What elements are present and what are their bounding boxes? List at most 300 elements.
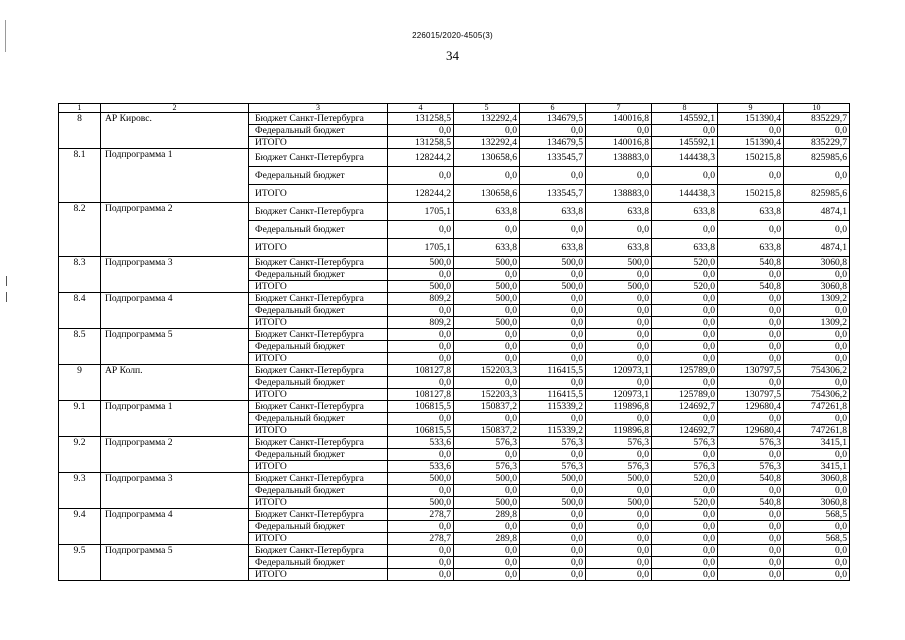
year-value: 576,3 — [454, 437, 520, 449]
year-value: 119896,8 — [586, 425, 652, 437]
year-value: 125789,0 — [652, 389, 718, 401]
column-number: 9 — [718, 104, 784, 113]
year-value: 576,3 — [586, 461, 652, 473]
total-value: 0,0 — [784, 353, 850, 365]
year-value: 0,0 — [454, 377, 520, 389]
year-value: 0,0 — [520, 533, 586, 545]
year-value: 0,0 — [718, 485, 784, 497]
funding-source: Федеральный бюджет — [249, 221, 388, 239]
year-value: 120973,1 — [586, 389, 652, 401]
year-value: 0,0 — [718, 269, 784, 281]
year-value: 0,0 — [388, 305, 454, 317]
funding-source: Федеральный бюджет — [249, 305, 388, 317]
year-value: 0,0 — [454, 167, 520, 185]
year-value: 0,0 — [520, 221, 586, 239]
total-value: 0,0 — [784, 413, 850, 425]
year-value: 0,0 — [454, 449, 520, 461]
year-value: 0,0 — [388, 413, 454, 425]
total-value: 3415,1 — [784, 437, 850, 449]
year-value: 576,3 — [718, 461, 784, 473]
year-value: 0,0 — [520, 449, 586, 461]
total-value: 0,0 — [784, 329, 850, 341]
funding-source: Бюджет Санкт-Петербурга — [249, 365, 388, 377]
year-value: 130797,5 — [718, 389, 784, 401]
year-value: 0,0 — [652, 557, 718, 569]
item-name: Подпрограмма 4 — [101, 509, 249, 545]
year-value: 133545,7 — [520, 185, 586, 203]
item-number: 9.1 — [59, 401, 101, 437]
funding-source: ИТОГО — [249, 185, 388, 203]
table-row — [59, 473, 850, 485]
year-value: 0,0 — [520, 509, 586, 521]
year-value: 152203,3 — [454, 389, 520, 401]
year-value: 0,0 — [520, 353, 586, 365]
year-value: 130658,6 — [454, 149, 520, 167]
year-value: 0,0 — [520, 125, 586, 137]
total-value: 825985,6 — [784, 149, 850, 167]
year-value: 115339,2 — [520, 401, 586, 413]
year-value: 576,3 — [520, 461, 586, 473]
year-value: 150837,2 — [454, 401, 520, 413]
document-id: 226015/2020-4505(3) — [412, 31, 493, 40]
year-value: 576,3 — [454, 461, 520, 473]
year-value: 108127,8 — [388, 365, 454, 377]
year-value: 0,0 — [388, 167, 454, 185]
year-value: 0,0 — [454, 341, 520, 353]
year-value: 633,8 — [718, 203, 784, 221]
year-value: 0,0 — [652, 377, 718, 389]
table-row — [59, 401, 850, 413]
funding-source: Федеральный бюджет — [249, 413, 388, 425]
column-number: 8 — [652, 104, 718, 113]
year-value: 0,0 — [520, 413, 586, 425]
total-value: 0,0 — [784, 269, 850, 281]
total-value: 0,0 — [784, 377, 850, 389]
year-value: 0,0 — [520, 341, 586, 353]
year-value: 278,7 — [388, 509, 454, 521]
item-name: АР Колп. — [101, 365, 249, 401]
year-value: 576,3 — [586, 437, 652, 449]
item-number: 8.5 — [59, 329, 101, 365]
year-value: 0,0 — [652, 533, 718, 545]
item-name: Подпрограмма 2 — [101, 437, 249, 473]
year-value: 0,0 — [388, 449, 454, 461]
year-value: 0,0 — [652, 221, 718, 239]
total-value: 1309,2 — [784, 293, 850, 305]
total-value: 4874,1 — [784, 203, 850, 221]
year-value: 0,0 — [652, 329, 718, 341]
year-value: 0,0 — [388, 269, 454, 281]
year-value: 0,0 — [586, 293, 652, 305]
year-value: 0,0 — [652, 167, 718, 185]
year-value: 125789,0 — [652, 365, 718, 377]
funding-source: ИТОГО — [249, 497, 388, 509]
total-value: 3060,8 — [784, 281, 850, 293]
year-value: 0,0 — [520, 317, 586, 329]
year-value: 0,0 — [388, 329, 454, 341]
year-value: 0,0 — [652, 545, 718, 557]
fold-tick-lower — [6, 292, 7, 302]
year-value: 500,0 — [388, 257, 454, 269]
item-number: 8.4 — [59, 293, 101, 329]
column-number: 3 — [249, 104, 388, 113]
year-value: 633,8 — [454, 239, 520, 257]
year-value: 150215,8 — [718, 149, 784, 167]
year-value: 500,0 — [520, 473, 586, 485]
year-value: 0,0 — [454, 545, 520, 557]
year-value: 520,0 — [652, 281, 718, 293]
year-value: 520,0 — [652, 473, 718, 485]
funding-source: Бюджет Санкт-Петербурга — [249, 113, 388, 125]
year-value: 0,0 — [586, 329, 652, 341]
funding-source: Бюджет Санкт-Петербурга — [249, 329, 388, 341]
year-value: 150215,8 — [718, 185, 784, 203]
funding-source: Федеральный бюджет — [249, 557, 388, 569]
table-row — [59, 437, 850, 449]
year-value: 500,0 — [520, 497, 586, 509]
total-value: 0,0 — [784, 557, 850, 569]
funding-source: ИТОГО — [249, 389, 388, 401]
year-value: 500,0 — [454, 257, 520, 269]
funding-source: Федеральный бюджет — [249, 341, 388, 353]
year-value: 138883,0 — [586, 185, 652, 203]
column-number: 6 — [520, 104, 586, 113]
item-name: Подпрограмма 2 — [101, 203, 249, 257]
year-value: 0,0 — [718, 413, 784, 425]
year-value: 0,0 — [520, 269, 586, 281]
year-value: 500,0 — [454, 281, 520, 293]
table-row — [59, 257, 850, 269]
year-value: 0,0 — [586, 545, 652, 557]
funding-source: Бюджет Санкт-Петербурга — [249, 473, 388, 485]
funding-source: ИТОГО — [249, 137, 388, 149]
year-value: 0,0 — [454, 413, 520, 425]
column-number: 5 — [454, 104, 520, 113]
total-value: 568,5 — [784, 533, 850, 545]
item-number: 8 — [59, 113, 101, 149]
total-value: 754306,2 — [784, 389, 850, 401]
year-value: 106815,5 — [388, 401, 454, 413]
year-value: 0,0 — [718, 305, 784, 317]
year-value: 0,0 — [718, 569, 784, 581]
year-value: 0,0 — [586, 569, 652, 581]
year-value: 500,0 — [586, 257, 652, 269]
item-number: 9.2 — [59, 437, 101, 473]
year-value: 520,0 — [652, 257, 718, 269]
year-value: 129680,4 — [718, 401, 784, 413]
year-value: 0,0 — [520, 167, 586, 185]
year-value: 0,0 — [388, 557, 454, 569]
year-value: 0,0 — [718, 509, 784, 521]
item-number: 9 — [59, 365, 101, 401]
year-value: 0,0 — [586, 221, 652, 239]
year-value: 134679,5 — [520, 137, 586, 149]
year-value: 0,0 — [586, 377, 652, 389]
year-value: 500,0 — [586, 281, 652, 293]
year-value: 0,0 — [454, 569, 520, 581]
total-value: 3060,8 — [784, 257, 850, 269]
item-name: Подпрограмма 3 — [101, 257, 249, 293]
year-value: 0,0 — [388, 341, 454, 353]
table-row — [59, 365, 850, 377]
year-value: 138883,0 — [586, 149, 652, 167]
year-value: 128244,2 — [388, 185, 454, 203]
funding-source: Бюджет Санкт-Петербурга — [249, 401, 388, 413]
total-value: 0,0 — [784, 545, 850, 557]
year-value: 520,0 — [652, 497, 718, 509]
year-value: 0,0 — [718, 557, 784, 569]
year-value: 809,2 — [388, 293, 454, 305]
year-value: 540,8 — [718, 281, 784, 293]
year-value: 533,6 — [388, 461, 454, 473]
total-value: 754306,2 — [784, 365, 850, 377]
year-value: 0,0 — [652, 353, 718, 365]
total-value: 825985,6 — [784, 185, 850, 203]
year-value: 500,0 — [454, 497, 520, 509]
year-value: 0,0 — [520, 305, 586, 317]
funding-source: ИТОГО — [249, 281, 388, 293]
item-number: 8.1 — [59, 149, 101, 203]
year-value: 108127,8 — [388, 389, 454, 401]
year-value: 633,8 — [520, 203, 586, 221]
funding-source: Федеральный бюджет — [249, 449, 388, 461]
total-value: 0,0 — [784, 341, 850, 353]
year-value: 0,0 — [718, 353, 784, 365]
year-value: 289,8 — [454, 533, 520, 545]
item-name: Подпрограмма 5 — [101, 329, 249, 365]
year-value: 0,0 — [718, 293, 784, 305]
year-value: 540,8 — [718, 497, 784, 509]
year-value: 144438,3 — [652, 185, 718, 203]
column-number: 4 — [388, 104, 454, 113]
year-value: 0,0 — [520, 329, 586, 341]
year-value: 144438,3 — [652, 149, 718, 167]
year-value: 0,0 — [388, 353, 454, 365]
year-value: 0,0 — [520, 569, 586, 581]
funding-source: Бюджет Санкт-Петербурга — [249, 293, 388, 305]
year-value: 289,8 — [454, 509, 520, 521]
table-row — [59, 509, 850, 521]
total-value: 1309,2 — [784, 317, 850, 329]
year-value: 633,8 — [586, 203, 652, 221]
year-value: 278,7 — [388, 533, 454, 545]
total-value: 0,0 — [784, 569, 850, 581]
year-value: 0,0 — [520, 377, 586, 389]
total-value: 3415,1 — [784, 461, 850, 473]
year-value: 533,6 — [388, 437, 454, 449]
year-value: 633,8 — [454, 203, 520, 221]
year-value: 500,0 — [388, 497, 454, 509]
year-value: 0,0 — [718, 317, 784, 329]
year-value: 500,0 — [520, 281, 586, 293]
year-value: 0,0 — [586, 305, 652, 317]
total-value: 568,5 — [784, 509, 850, 521]
year-value: 0,0 — [520, 293, 586, 305]
funding-source: ИТОГО — [249, 425, 388, 437]
total-value: 835229,7 — [784, 137, 850, 149]
year-value: 0,0 — [586, 557, 652, 569]
year-value: 151390,4 — [718, 137, 784, 149]
year-value: 132292,4 — [454, 137, 520, 149]
total-value: 0,0 — [784, 125, 850, 137]
year-value: 0,0 — [586, 353, 652, 365]
year-value: 0,0 — [586, 533, 652, 545]
year-value: 0,0 — [718, 545, 784, 557]
item-name: АР Кировс. — [101, 113, 249, 149]
year-value: 576,3 — [652, 461, 718, 473]
year-value: 633,8 — [652, 239, 718, 257]
funding-source: ИТОГО — [249, 239, 388, 257]
year-value: 0,0 — [718, 533, 784, 545]
year-value: 124692,7 — [652, 425, 718, 437]
item-number: 8.3 — [59, 257, 101, 293]
item-name: Подпрограмма 4 — [101, 293, 249, 329]
year-value: 0,0 — [652, 317, 718, 329]
total-value: 0,0 — [784, 305, 850, 317]
year-value: 0,0 — [454, 485, 520, 497]
year-value: 132292,4 — [454, 113, 520, 125]
year-value: 809,2 — [388, 317, 454, 329]
year-value: 633,8 — [718, 239, 784, 257]
year-value: 152203,3 — [454, 365, 520, 377]
year-value: 0,0 — [454, 521, 520, 533]
funding-source: Федеральный бюджет — [249, 521, 388, 533]
year-value: 145592,1 — [652, 137, 718, 149]
year-value: 0,0 — [652, 449, 718, 461]
year-value: 0,0 — [652, 413, 718, 425]
column-number-row — [59, 104, 850, 113]
year-value: 0,0 — [454, 353, 520, 365]
year-value: 500,0 — [454, 293, 520, 305]
year-value: 500,0 — [388, 473, 454, 485]
year-value: 500,0 — [586, 497, 652, 509]
column-number: 2 — [101, 104, 249, 113]
year-value: 130797,5 — [718, 365, 784, 377]
funding-source: Бюджет Санкт-Петербурга — [249, 437, 388, 449]
total-value: 3060,8 — [784, 473, 850, 485]
table-row — [59, 203, 850, 221]
year-value: 0,0 — [520, 485, 586, 497]
year-value: 133545,7 — [520, 149, 586, 167]
year-value: 0,0 — [454, 221, 520, 239]
year-value: 0,0 — [718, 329, 784, 341]
funding-source: ИТОГО — [249, 533, 388, 545]
item-name: Подпрограмма 1 — [101, 401, 249, 437]
year-value: 0,0 — [454, 125, 520, 137]
year-value: 0,0 — [586, 449, 652, 461]
item-number: 8.2 — [59, 203, 101, 257]
year-value: 120973,1 — [586, 365, 652, 377]
year-value: 500,0 — [388, 281, 454, 293]
year-value: 0,0 — [652, 125, 718, 137]
year-value: 0,0 — [388, 521, 454, 533]
year-value: 633,8 — [520, 239, 586, 257]
total-value: 0,0 — [784, 521, 850, 533]
year-value: 128244,2 — [388, 149, 454, 167]
year-value: 0,0 — [520, 521, 586, 533]
year-value: 0,0 — [586, 341, 652, 353]
funding-source: ИТОГО — [249, 317, 388, 329]
year-value: 0,0 — [652, 293, 718, 305]
column-number: 1 — [59, 104, 101, 113]
table-row — [59, 329, 850, 341]
year-value: 0,0 — [586, 509, 652, 521]
item-name: Подпрограмма 5 — [101, 545, 249, 581]
budget-table-body — [59, 104, 850, 581]
year-value: 0,0 — [586, 269, 652, 281]
year-value: 0,0 — [520, 557, 586, 569]
year-value: 130658,6 — [454, 185, 520, 203]
year-value: 576,3 — [520, 437, 586, 449]
year-value: 500,0 — [454, 317, 520, 329]
total-value: 747261,8 — [784, 401, 850, 413]
year-value: 115339,2 — [520, 425, 586, 437]
column-number: 7 — [586, 104, 652, 113]
year-value: 0,0 — [652, 485, 718, 497]
year-value: 0,0 — [520, 545, 586, 557]
budget-table — [58, 103, 850, 581]
year-value: 0,0 — [586, 485, 652, 497]
year-value: 106815,5 — [388, 425, 454, 437]
year-value: 633,8 — [586, 239, 652, 257]
year-value: 0,0 — [652, 569, 718, 581]
year-value: 576,3 — [652, 437, 718, 449]
year-value: 140016,8 — [586, 137, 652, 149]
funding-source: Федеральный бюджет — [249, 167, 388, 185]
year-value: 1705,1 — [388, 203, 454, 221]
column-number: 10 — [784, 104, 850, 113]
year-value: 0,0 — [454, 329, 520, 341]
table-row — [59, 545, 850, 557]
year-value: 150837,2 — [454, 425, 520, 437]
total-value: 835229,7 — [784, 113, 850, 125]
year-value: 116415,5 — [520, 365, 586, 377]
year-value: 0,0 — [454, 557, 520, 569]
year-value: 131258,5 — [388, 113, 454, 125]
year-value: 0,0 — [586, 167, 652, 185]
table-row — [59, 113, 850, 125]
year-value: 576,3 — [718, 437, 784, 449]
total-value: 0,0 — [784, 449, 850, 461]
year-value: 500,0 — [454, 473, 520, 485]
year-value: 0,0 — [388, 221, 454, 239]
year-value: 0,0 — [718, 521, 784, 533]
year-value: 0,0 — [718, 167, 784, 185]
year-value: 0,0 — [388, 377, 454, 389]
year-value: 0,0 — [388, 545, 454, 557]
funding-source: Бюджет Санкт-Петербурга — [249, 203, 388, 221]
year-value: 0,0 — [718, 125, 784, 137]
funding-source: Федеральный бюджет — [249, 485, 388, 497]
funding-source: ИТОГО — [249, 569, 388, 581]
year-value: 540,8 — [718, 257, 784, 269]
funding-source: Федеральный бюджет — [249, 377, 388, 389]
funding-source: Бюджет Санкт-Петербурга — [249, 257, 388, 269]
year-value: 0,0 — [388, 485, 454, 497]
year-value: 0,0 — [454, 305, 520, 317]
funding-source: ИТОГО — [249, 461, 388, 473]
item-name: Подпрограмма 3 — [101, 473, 249, 509]
funding-source: Бюджет Санкт-Петербурга — [249, 509, 388, 521]
year-value: 0,0 — [718, 341, 784, 353]
table-row — [59, 149, 850, 167]
funding-source: ИТОГО — [249, 353, 388, 365]
year-value: 0,0 — [586, 317, 652, 329]
year-value: 129680,4 — [718, 425, 784, 437]
year-value: 540,8 — [718, 473, 784, 485]
page-number: 34 — [446, 48, 459, 63]
fold-tick-upper — [6, 276, 7, 286]
